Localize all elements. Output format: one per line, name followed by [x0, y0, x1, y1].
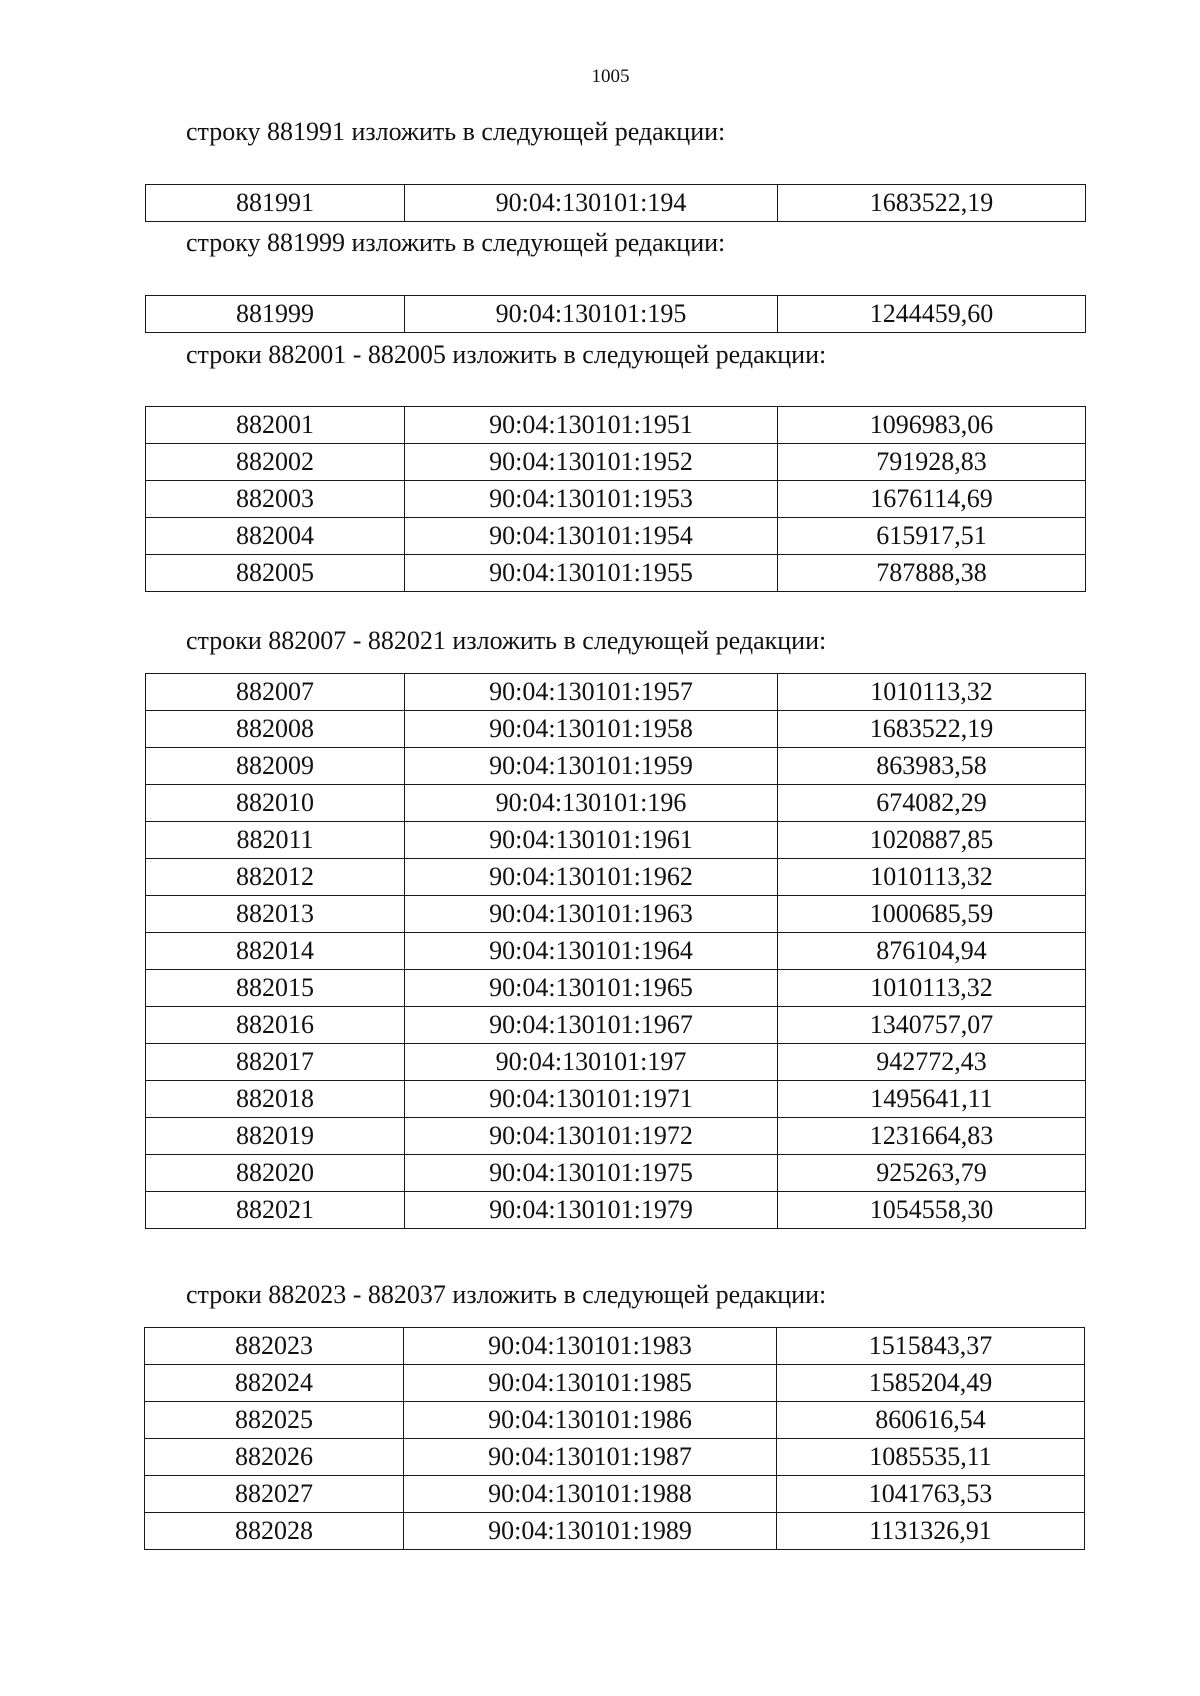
row-number-cell: 881999: [146, 296, 405, 333]
row-number-cell: 882011: [146, 822, 405, 859]
row-number-cell: 882015: [146, 970, 405, 1007]
table-row: [146, 518, 1086, 555]
cadastral-number-cell: 90:04:130101:1983: [404, 1328, 777, 1365]
value-cell: 925263,79: [778, 1155, 1086, 1192]
table-row: [146, 1044, 1086, 1081]
page-number: 1005: [591, 66, 630, 87]
value-cell: 1054558,30: [778, 1192, 1086, 1229]
row-number-cell: 882012: [146, 859, 405, 896]
value-cell: 674082,29: [778, 785, 1086, 822]
cadastral-number-cell: 90:04:130101:1986: [404, 1402, 777, 1439]
table-row: [146, 822, 1086, 859]
table-row: [146, 1081, 1086, 1118]
table-row: [146, 1118, 1086, 1155]
value-cell: 1340757,07: [778, 1007, 1086, 1044]
table-row: [146, 185, 1086, 222]
value-cell: 860616,54: [777, 1402, 1085, 1439]
value-cell: 1010113,32: [778, 674, 1086, 711]
cadastral-number-cell: 90:04:130101:1988: [404, 1476, 777, 1513]
value-cell: 863983,58: [778, 748, 1086, 785]
row-number-cell: 882003: [146, 481, 405, 518]
value-cell: 615917,51: [778, 518, 1086, 555]
cadastral-number-cell: 90:04:130101:1962: [405, 859, 778, 896]
cadastral-number-cell: 90:04:130101:1959: [405, 748, 778, 785]
table-row: [146, 555, 1086, 592]
table-row: [146, 444, 1086, 481]
cadastral-number-cell: 90:04:130101:195: [405, 296, 778, 333]
table-row: [146, 407, 1086, 444]
section-intro: строку 881991 изложить в следующей редакции:: [186, 117, 726, 146]
cadastral-number-cell: 90:04:130101:1963: [405, 896, 778, 933]
row-number-cell: 882025: [145, 1402, 404, 1439]
table-row: [146, 970, 1086, 1007]
cadastral-number-cell: 90:04:130101:1987: [404, 1439, 777, 1476]
value-cell: 1244459,60: [778, 296, 1086, 333]
cadastral-number-cell: 90:04:130101:197: [405, 1044, 778, 1081]
cadastral-number-cell: 90:04:130101:1979: [405, 1192, 778, 1229]
table-row: [146, 674, 1086, 711]
table-row: [146, 933, 1086, 970]
value-cell: 1683522,19: [778, 185, 1086, 222]
cadastral-number-cell: 90:04:130101:1964: [405, 933, 778, 970]
cadastral-number-cell: 90:04:130101:1953: [405, 481, 778, 518]
cadastral-number-cell: 90:04:130101:1965: [405, 970, 778, 1007]
table-row: [146, 481, 1086, 518]
row-number-cell: 882002: [146, 444, 405, 481]
value-cell: 942772,43: [778, 1044, 1086, 1081]
cadastral-number-cell: 90:04:130101:1952: [405, 444, 778, 481]
cadastral-number-cell: 90:04:130101:194: [405, 185, 778, 222]
row-number-cell: 882021: [146, 1192, 405, 1229]
table-row: [145, 1402, 1085, 1439]
value-cell: 1020887,85: [778, 822, 1086, 859]
section-intro: строки 882023 - 882037 изложить в следующей редакции:: [186, 1280, 827, 1309]
cadastral-number-cell: 90:04:130101:1957: [405, 674, 778, 711]
row-number-cell: 882007: [146, 674, 405, 711]
cadastral-number-cell: 90:04:130101:1954: [405, 518, 778, 555]
value-cell: 1683522,19: [778, 711, 1086, 748]
value-cell: 1010113,32: [778, 859, 1086, 896]
row-number-cell: 881991: [146, 185, 405, 222]
row-number-cell: 882001: [146, 407, 405, 444]
cadastral-number-cell: 90:04:130101:1989: [404, 1513, 777, 1550]
value-cell: 791928,83: [778, 444, 1086, 481]
row-number-cell: 882010: [146, 785, 405, 822]
table-row: [145, 1328, 1085, 1365]
cadastral-number-cell: 90:04:130101:1971: [405, 1081, 778, 1118]
row-number-cell: 882027: [145, 1476, 404, 1513]
amendment-table: [144, 1327, 1085, 1550]
value-cell: 1041763,53: [777, 1476, 1085, 1513]
cadastral-number-cell: 90:04:130101:1967: [405, 1007, 778, 1044]
amendment-table: [145, 184, 1086, 222]
value-cell: 787888,38: [778, 555, 1086, 592]
cadastral-number-cell: 90:04:130101:1955: [405, 555, 778, 592]
value-cell: 1515843,37: [777, 1328, 1085, 1365]
table-row: [145, 1476, 1085, 1513]
row-number-cell: 882017: [146, 1044, 405, 1081]
table-row: [146, 1155, 1086, 1192]
value-cell: 1131326,91: [777, 1513, 1085, 1550]
cadastral-number-cell: 90:04:130101:1961: [405, 822, 778, 859]
section-intro: строки 882007 - 882021 изложить в следующей редакции:: [186, 626, 827, 655]
cadastral-number-cell: 90:04:130101:1972: [405, 1118, 778, 1155]
table-row: [146, 1007, 1086, 1044]
row-number-cell: 882020: [146, 1155, 405, 1192]
table-row: [146, 711, 1086, 748]
row-number-cell: 882004: [146, 518, 405, 555]
amendment-table: [145, 406, 1086, 592]
row-number-cell: 882005: [146, 555, 405, 592]
row-number-cell: 882014: [146, 933, 405, 970]
row-number-cell: 882009: [146, 748, 405, 785]
row-number-cell: 882024: [145, 1365, 404, 1402]
amendment-table: [145, 673, 1086, 1229]
table-row: [146, 859, 1086, 896]
row-number-cell: 882028: [145, 1513, 404, 1550]
table-row: [146, 785, 1086, 822]
cadastral-number-cell: 90:04:130101:1958: [405, 711, 778, 748]
table-row: [145, 1365, 1085, 1402]
table-row: [146, 896, 1086, 933]
row-number-cell: 882026: [145, 1439, 404, 1476]
value-cell: 1231664,83: [778, 1118, 1086, 1155]
table-row: [146, 748, 1086, 785]
value-cell: 1010113,32: [778, 970, 1086, 1007]
cadastral-number-cell: 90:04:130101:1951: [405, 407, 778, 444]
value-cell: 1096983,06: [778, 407, 1086, 444]
row-number-cell: 882018: [146, 1081, 405, 1118]
table-row: [146, 296, 1086, 333]
table-row: [145, 1513, 1085, 1550]
value-cell: 1495641,11: [778, 1081, 1086, 1118]
cadastral-number-cell: 90:04:130101:196: [405, 785, 778, 822]
cadastral-number-cell: 90:04:130101:1975: [405, 1155, 778, 1192]
row-number-cell: 882008: [146, 711, 405, 748]
amendment-table: [145, 295, 1086, 333]
value-cell: 1000685,59: [778, 896, 1086, 933]
table-row: [145, 1439, 1085, 1476]
value-cell: 1585204,49: [777, 1365, 1085, 1402]
row-number-cell: 882019: [146, 1118, 405, 1155]
section-intro: строки 882001 - 882005 изложить в следующей редакции:: [186, 340, 827, 369]
cadastral-number-cell: 90:04:130101:1985: [404, 1365, 777, 1402]
table-row: [146, 1192, 1086, 1229]
value-cell: 1085535,11: [777, 1439, 1085, 1476]
section-intro: строку 881999 изложить в следующей редакции:: [186, 228, 726, 257]
value-cell: 1676114,69: [778, 481, 1086, 518]
value-cell: 876104,94: [778, 933, 1086, 970]
row-number-cell: 882023: [145, 1328, 404, 1365]
row-number-cell: 882016: [146, 1007, 405, 1044]
row-number-cell: 882013: [146, 896, 405, 933]
